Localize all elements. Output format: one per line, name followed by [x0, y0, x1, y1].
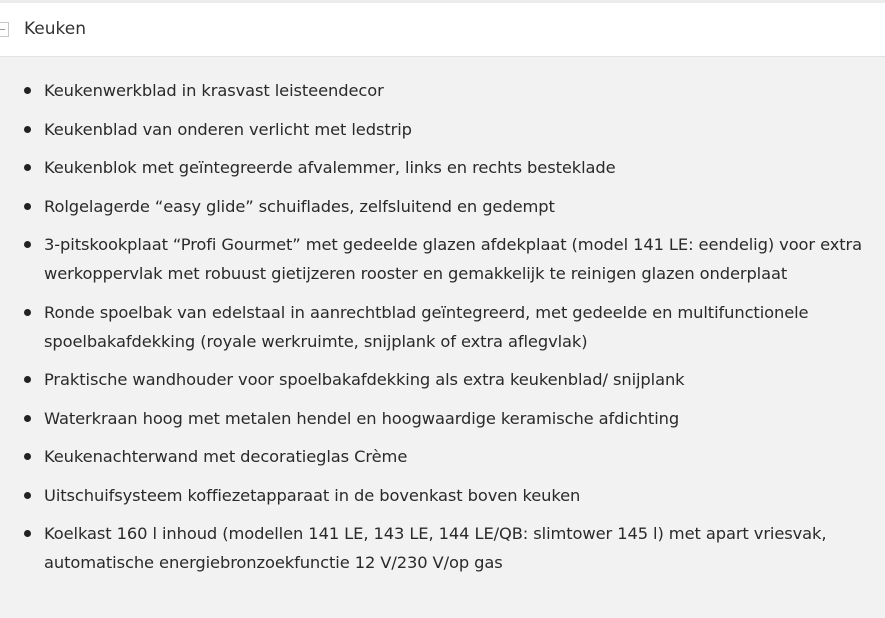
- bullet-icon: [24, 87, 31, 94]
- bullet-icon: [24, 241, 31, 248]
- bullet-icon: [24, 415, 31, 422]
- list-item: [0, 115, 885, 144]
- feature-list: [0, 76, 885, 577]
- collapse-icon[interactable]: [0, 22, 9, 37]
- list-item: [0, 404, 885, 433]
- bullet-icon: [24, 376, 31, 383]
- list-item-text: Uitschuifsysteem koffiezetapparaat in de bovenkast boven keuken: [44, 485, 581, 505]
- list-item-text: Waterkraan hoog met metalen hendel en hoogwaardige keramische afdichting: [44, 408, 680, 428]
- list-item: [0, 192, 885, 221]
- list-item: [0, 442, 885, 471]
- bullet-icon: [24, 203, 31, 210]
- list-item: [0, 481, 885, 510]
- list-item-text: Keukenblad van onderen verlicht met ledstrip: [44, 119, 412, 139]
- list-item-text: Praktische wandhouder voor spoelbakafdekking als extra keukenblad/ snijplank: [44, 370, 685, 389]
- list-item: [0, 153, 885, 182]
- list-item: [0, 365, 885, 394]
- accordion-content: [0, 58, 885, 587]
- section-title: Keuken: [24, 19, 87, 39]
- list-item: [0, 76, 885, 105]
- list-item-text: Koelkast 160 l inhoud (modellen 141 LE, 143 LE, 144 LE/QB: slimtower 145 l) met apart vriesvak, automatische energiebronzoekfunctie 12 V/230 V/op gas: [44, 524, 827, 572]
- list-item: [0, 519, 885, 577]
- list-item: [0, 230, 885, 288]
- list-item-text: Keukenblok met geïntegreerde afvalemmer, links en rechts besteklade: [44, 158, 616, 177]
- bullet-icon: [24, 164, 31, 171]
- list-item-text: Keukenwerkblad in krasvast leisteendecor: [44, 81, 384, 100]
- bullet-icon: [24, 453, 31, 460]
- list-item-text: Ronde spoelbak van edelstaal in aanrechtblad geïntegreerd, met gedeelde en multifunctionele spoelbakafdekking (royale werkruimte, snijplank of extra aflegvlak): [44, 302, 809, 351]
- bullet-icon: [24, 530, 31, 537]
- list-item-text: Keukenachterwand met decoratieglas Crème: [44, 447, 408, 466]
- list-item-text: Rolgelagerde “easy glide” schuiflades, zelfsluitend en gedempt: [44, 196, 555, 216]
- bullet-icon: [24, 126, 31, 133]
- accordion-header[interactable]: [0, 3, 885, 57]
- bullet-icon: [24, 492, 31, 499]
- list-item-text: 3-pitskookplaat “Profi Gourmet” met gedeelde glazen afdekplaat (model 141 LE: eendelig) voor extra werkoppervlak met robuust gietijzeren rooster en gemakkelijk te reinigen glazen onderplaat: [44, 235, 863, 283]
- bullet-icon: [24, 309, 31, 316]
- list-item: [0, 298, 885, 356]
